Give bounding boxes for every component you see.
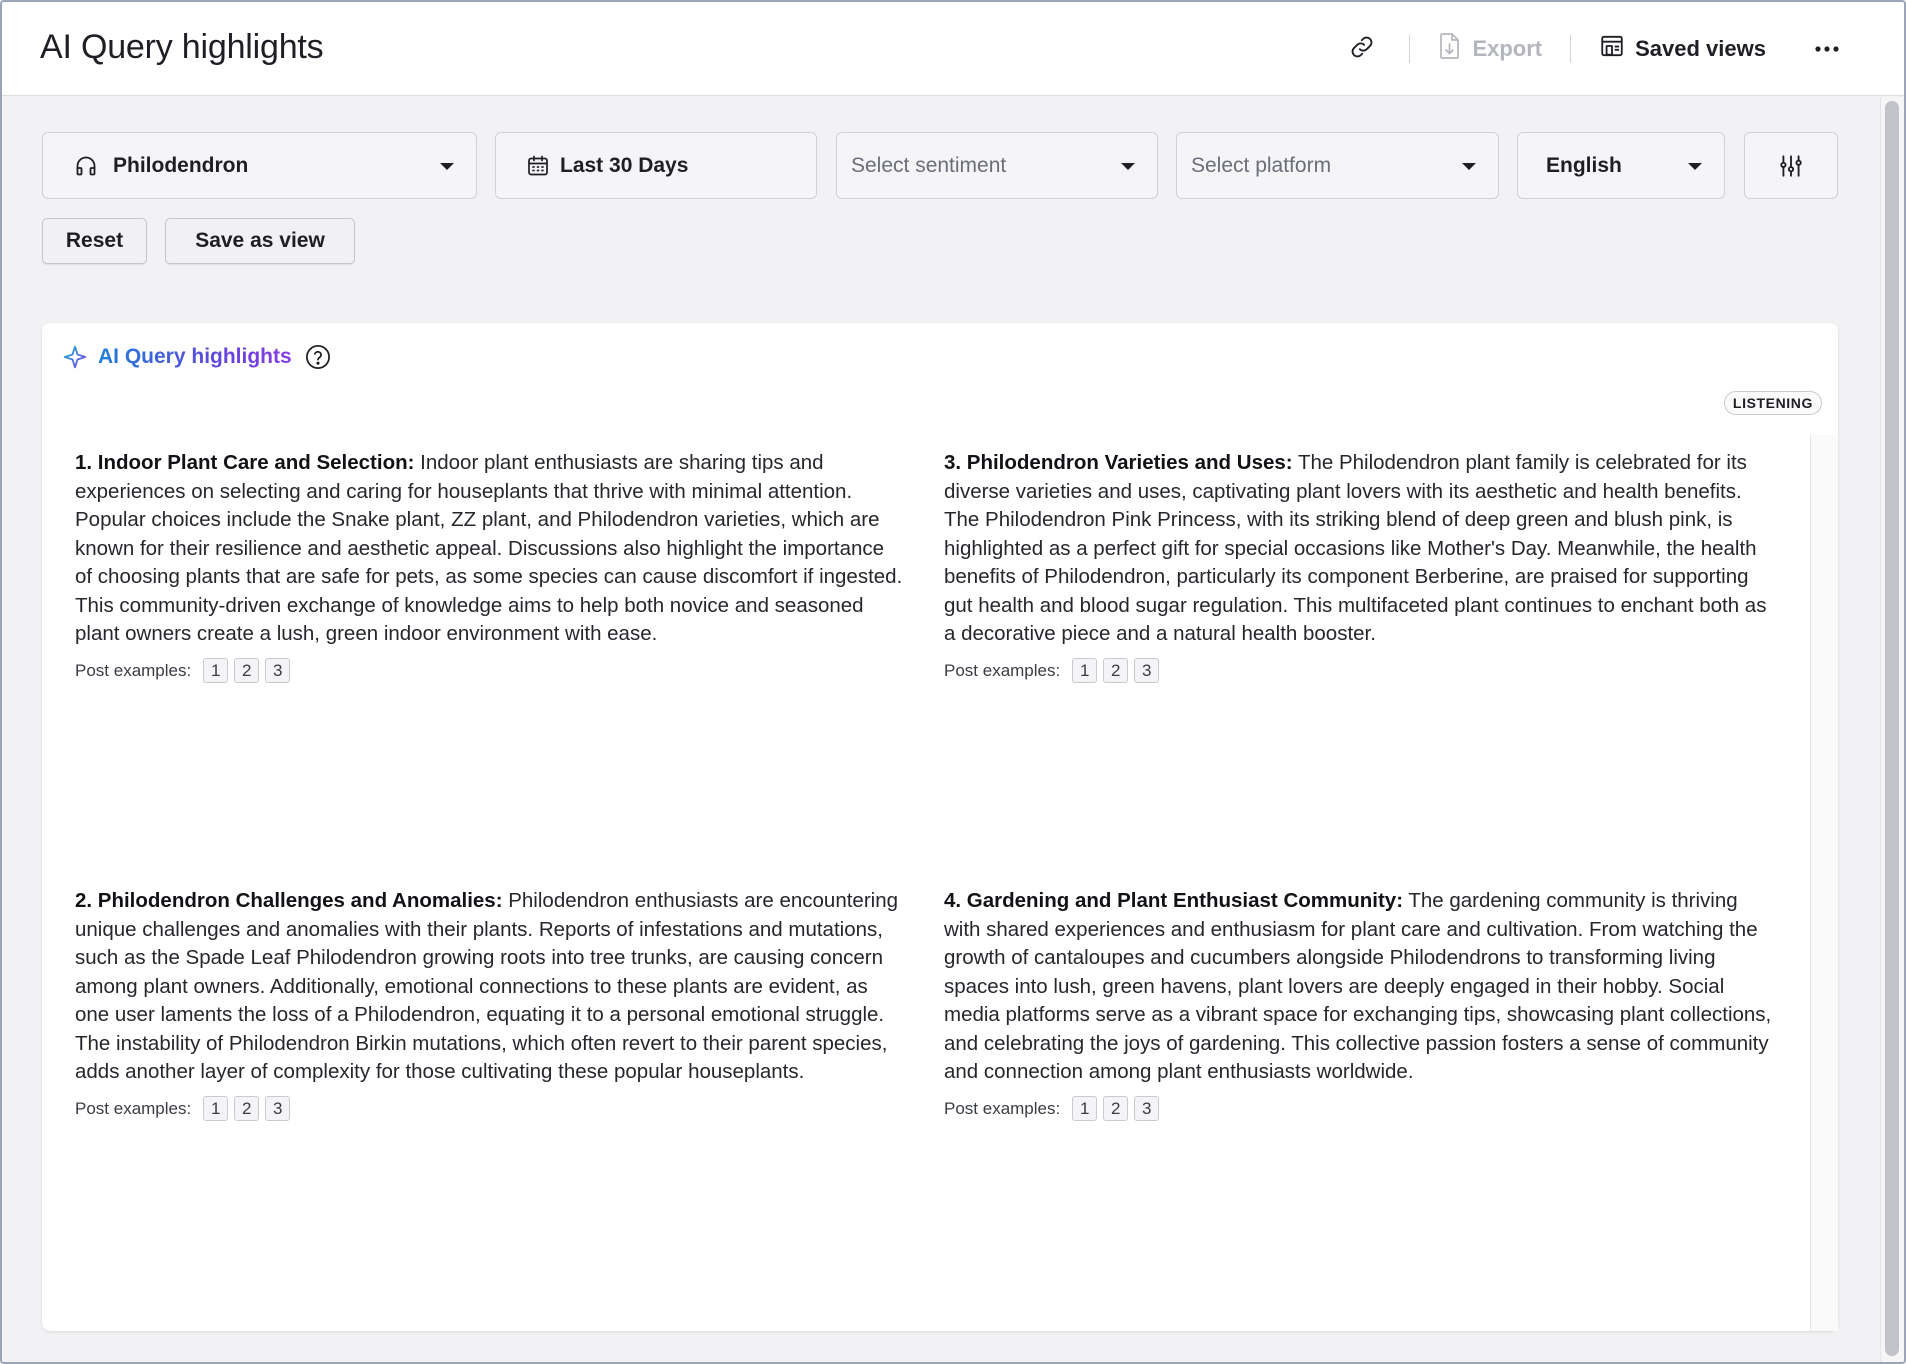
saved-views-icon: [1599, 33, 1625, 65]
post-examples-label: Post examples:: [944, 660, 1061, 680]
highlight-item: [75, 887, 905, 1123]
sentiment-select[interactable]: [836, 132, 1158, 199]
language-value: English: [1546, 153, 1622, 177]
advanced-filters-button[interactable]: [1744, 132, 1838, 199]
post-examples: [944, 1095, 1774, 1124]
export-button[interactable]: [1432, 24, 1548, 74]
top-bar: [2, 2, 1904, 96]
help-icon[interactable]: [304, 343, 332, 371]
post-example-link[interactable]: 2: [234, 1096, 259, 1121]
post-examples: [944, 657, 1774, 686]
language-select[interactable]: [1517, 132, 1725, 199]
saved-views-label: Saved views: [1635, 36, 1766, 61]
platform-placeholder: Select platform: [1191, 153, 1332, 177]
link-icon: [1349, 34, 1375, 65]
post-example-link[interactable]: 1: [1072, 1096, 1097, 1121]
divider: [1570, 35, 1571, 63]
highlight-item: [944, 449, 1774, 685]
scrollbar-thumb[interactable]: [1885, 101, 1899, 1356]
post-example-link[interactable]: 2: [1103, 1096, 1128, 1121]
chevron-down-icon: [1462, 163, 1476, 170]
post-example-link[interactable]: 1: [203, 658, 228, 683]
saved-views-button[interactable]: [1593, 24, 1772, 74]
post-examples-label: Post examples:: [944, 1098, 1061, 1118]
highlight-title: 1. Indoor Plant Care and Selection:: [75, 451, 415, 474]
sparkle-icon: [62, 344, 88, 370]
chevron-down-icon: [1121, 163, 1135, 170]
post-examples-label: Post examples:: [75, 660, 192, 680]
inner-scrollbar[interactable]: [1810, 435, 1838, 1331]
post-example-link[interactable]: 3: [265, 1096, 290, 1121]
export-label: Export: [1472, 36, 1543, 61]
copy-link-button[interactable]: [1337, 24, 1387, 74]
more-horizontal-icon: [1814, 40, 1840, 58]
post-examples: [75, 657, 905, 686]
highlight-item: [75, 449, 905, 685]
sliders-icon: [1778, 153, 1804, 179]
highlight-text: [75, 449, 905, 649]
highlight-body: The gardening community is thriving with shared experiences and enthusiasm for plant care and cultivation. From watching the growth of cantaloupes and cucumbers alongside Philodendrons to transforming living spaces into lush, green havens, plant lovers are deeply engaged in their hobby. Social media platforms serve as a vibrant space for exchanging tips, showcasing plant collections, and celebrating the joys of gardening. This collective passion fosters a sense of community and connection among plant enthusiasts worldwide.: [944, 889, 1772, 1083]
more-options-button[interactable]: [1802, 24, 1852, 74]
post-example-link[interactable]: 3: [1134, 1096, 1159, 1121]
source-badge: LISTENING: [1724, 391, 1822, 415]
sentiment-placeholder: Select sentiment: [851, 153, 1007, 177]
file-export-icon: [1438, 32, 1462, 66]
topic-select[interactable]: [42, 132, 477, 199]
post-example-link[interactable]: 2: [234, 658, 259, 683]
save-as-view-button[interactable]: Save as view: [165, 218, 355, 264]
post-example-link[interactable]: 1: [1072, 658, 1097, 683]
highlight-title: 4. Gardening and Plant Enthusiast Community:: [944, 889, 1404, 912]
headphones-icon: [73, 154, 99, 178]
platform-select[interactable]: [1176, 132, 1499, 199]
date-range-select[interactable]: [495, 132, 817, 199]
highlight-body: Indoor plant enthusiasts are sharing tips and experiences on selecting and caring for houseplants that thrive with minimal attention. Popular choices include the Snake plant, ZZ plant, and Philodendron varieties, which are known for their resilience and aesthetic appeal. Discussions also highlight the importance of choosing plants that are safe for pets, as some species can cause discomfort if ingested. This community-driven exchange of knowledge aims to help both novice and seasoned plant owners create a lush, green indoor environment with ease.: [75, 451, 903, 645]
post-examples: [75, 1095, 905, 1124]
window-scrollbar[interactable]: [1880, 97, 1904, 1364]
highlight-text: [75, 887, 905, 1087]
highlight-title: 2. Philodendron Challenges and Anomalies:: [75, 889, 503, 912]
ai-highlights-card: [42, 323, 1838, 1331]
post-example-link[interactable]: 2: [1103, 658, 1128, 683]
page-title: AI Query highlights: [40, 28, 324, 66]
chevron-down-icon: [1688, 163, 1702, 170]
reset-button[interactable]: Reset: [42, 218, 147, 264]
post-example-link[interactable]: 1: [203, 1096, 228, 1121]
highlight-text: [944, 449, 1774, 649]
chevron-down-icon: [440, 163, 454, 170]
post-example-link[interactable]: 3: [265, 658, 290, 683]
highlight-body: The Philodendron plant family is celebrated for its diverse varieties and uses, captivating plant lovers with its aesthetic and health benefits. The Philodendron Pink Princess, with its striking blend of deep green and blush pink, is highlighted as a perfect gift for special occasions like Mother's Day. Meanwhile, the health benefits of Philodendron, particularly its component Berberine, are praised for supporting gut health and blood sugar regulation. This multifaceted plant continues to enchant both as a decorative piece and a natural health booster.: [944, 451, 1767, 645]
highlight-body: Philodendron enthusiasts are encountering unique challenges and anomalies with their plants. Reports of infestations and mutations, such as the Spade Leaf Philodendron growing roots into tree trunks, are causing concern among plant owners. Additionally, emotional connections to these plants are evident, as one user laments the loss of a Philodendron, equating it to a personal emotional struggle. The instability of Philodendron Birkin mutations, which often revert to their parent species, adds another layer of complexity for those cultivating these popular houseplants.: [75, 889, 899, 1083]
top-actions: [1337, 24, 1852, 74]
card-header: [62, 339, 332, 375]
divider: [1409, 35, 1410, 63]
post-examples-label: Post examples:: [75, 1098, 192, 1118]
highlight-title: 3. Philodendron Varieties and Uses:: [944, 451, 1293, 474]
calendar-icon: [526, 154, 550, 178]
date-range-value: Last 30 Days: [560, 153, 689, 177]
post-example-link[interactable]: 3: [1134, 658, 1159, 683]
highlight-text: [944, 887, 1774, 1087]
card-title: AI Query highlights: [98, 345, 292, 368]
topic-value: Philodendron: [113, 153, 249, 177]
highlight-item: [944, 887, 1774, 1123]
